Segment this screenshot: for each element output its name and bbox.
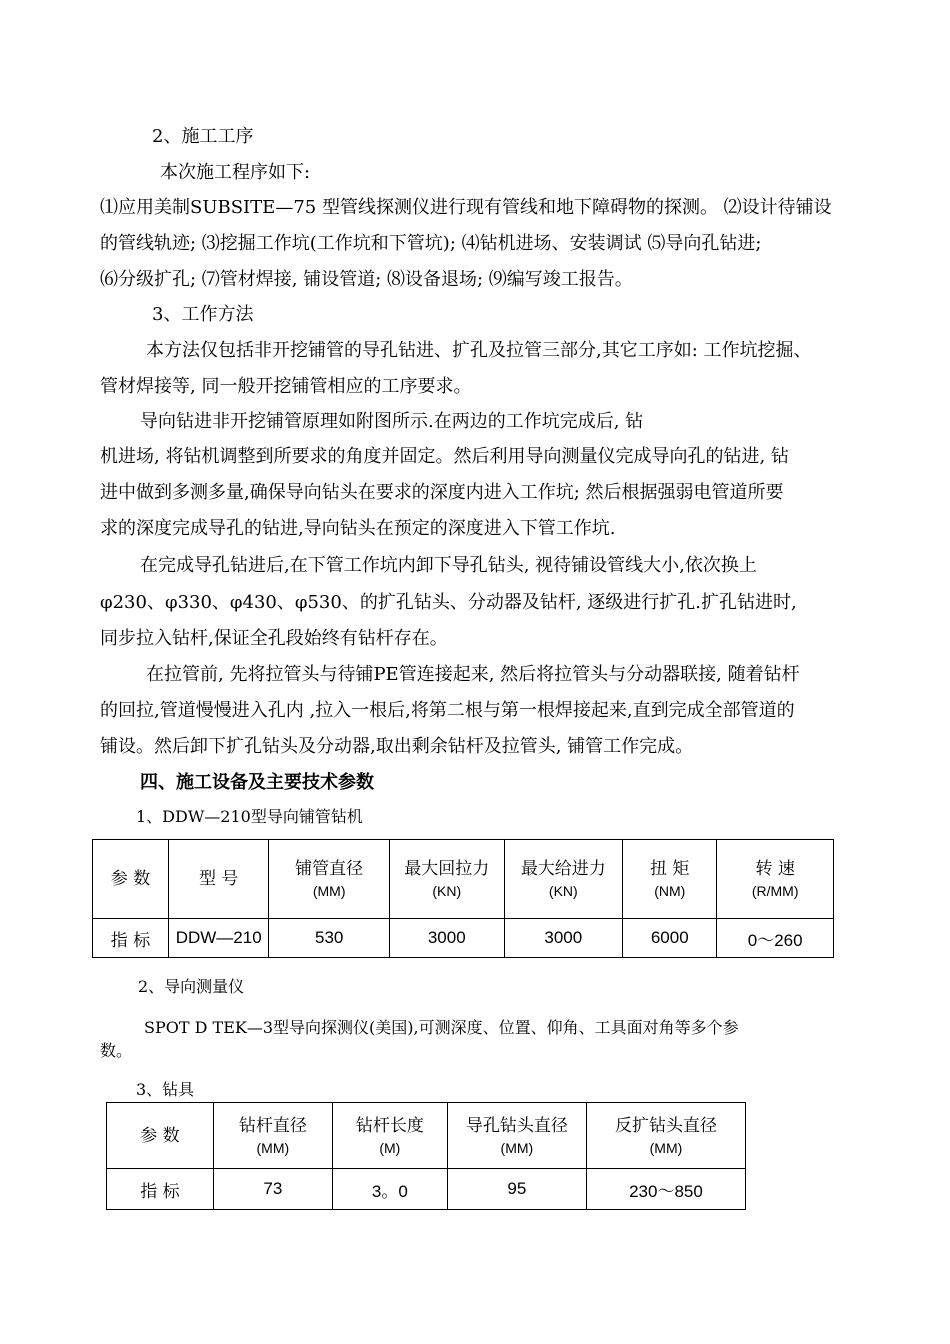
header-label: 反扩钻头直径	[614, 1115, 717, 1136]
table-header-row	[93, 840, 834, 919]
procedure-line-3: ⑹分级扩孔; ⑺管材焊接, 铺设管道; ⑻设备退场; ⑼编写竣工报告。	[100, 269, 633, 290]
header-unit: (KN)	[548, 883, 578, 899]
header-unit: (MM)	[312, 883, 346, 899]
header-label: 钻杆长度	[355, 1115, 424, 1136]
table-cell: 0～260	[717, 919, 834, 958]
guidance-text-line2: 数。	[100, 1041, 133, 1060]
section-2-intro: 本次施工程序如下:	[160, 162, 311, 183]
method-para4-line1: 在拉管前, 先将拉管头与待铺PE管连接起来, 然后将拉管头与分动器联接, 随着钻杆	[146, 664, 800, 685]
header-cell	[586, 1103, 745, 1169]
header-unit: (MM)	[256, 1139, 290, 1156]
header-cell	[504, 840, 623, 919]
table-cell: 6000	[623, 919, 717, 958]
header-label: 转 速	[755, 859, 795, 879]
method-para2-line4: 求的深度完成导孔的钻进,导向钻头在预定的深度进入下管工作坑.	[100, 518, 616, 539]
header-unit: (MM)	[500, 1139, 534, 1156]
drill-tools-spec-table	[106, 1102, 746, 1210]
section-3-heading: 3、工作方法	[152, 304, 254, 325]
table-cell: 3。0	[332, 1169, 447, 1210]
header-label: 导孔钻头直径	[465, 1115, 568, 1136]
method-para3-line3: 同步拉入钻杆,保证全孔段始终有钻杆存在。	[100, 628, 448, 649]
header-label: 扭 矩	[650, 859, 690, 879]
table-cell: 指 标	[107, 1169, 214, 1210]
table-cell: 73	[213, 1169, 332, 1210]
header-unit: (NM)	[654, 883, 686, 899]
table-header-row	[107, 1103, 746, 1169]
procedure-line-2: 的管线轨迹; ⑶挖掘工作坑(工作坑和下管坑); ⑷钻机进场、安装调试 ⑸导向孔钻进;	[100, 233, 762, 254]
header-cell	[107, 1103, 214, 1169]
header-cell	[93, 840, 169, 919]
guidance-subheading: 2、导向测量仪	[138, 977, 245, 996]
header-cell	[623, 840, 717, 919]
method-para4-line3: 铺设。然后卸下扩孔钻头及分动器,取出剩余钻杆及拉管头, 铺管工作完成。	[100, 736, 694, 757]
header-label: 铺管直径	[295, 859, 364, 879]
header-cell	[213, 1103, 332, 1169]
method-para1-line1: 本方法仅包括非开挖铺管的导孔钻进、扩孔及拉管三部分,其它工序如: 工作坑挖掘、	[146, 340, 812, 361]
table-row	[107, 1169, 746, 1210]
method-para4-line2: 的回拉,管道慢慢进入孔内 ,拉入一根后,将第二根与第一根焊接起来,直到完成全部管道的	[100, 700, 795, 721]
header-label: 参 数	[110, 869, 151, 889]
section-4-heading: 四、施工设备及主要技术参数	[140, 772, 374, 793]
table-cell: 230～850	[586, 1169, 745, 1210]
method-para2-line3: 进中做到多测多量,确保导向钻头在要求的深度内进入工作坑; 然后根据强弱电管道所要	[100, 482, 784, 503]
drill-rig-subheading: 1、DDW—210型导向铺管钻机	[136, 807, 363, 826]
procedure-line-1: ⑴应用美制SUBSITE—75 型管线探测仪进行现有管线和地下障碍物的探测。 ⑵设计待铺设	[100, 197, 832, 218]
guidance-text-line1: SPOT D TEK—3型导向探测仪(美国),可测深度、位置、仰角、工具面对角等多个参	[144, 1018, 739, 1037]
header-unit: (R/MM)	[751, 883, 799, 899]
header-label: 最大给进力	[520, 859, 606, 879]
table-row	[93, 919, 834, 958]
header-cell	[389, 840, 504, 919]
table-cell: 3000	[389, 919, 504, 958]
header-cell	[447, 1103, 586, 1169]
header-unit: (MM)	[649, 1139, 683, 1156]
method-para3-line2: φ230、φ330、φ430、φ530、的扩孔钻头、分动器及钻杆, 逐级进行扩孔.扩孔钻进时,	[100, 592, 797, 613]
header-unit: (KN)	[432, 883, 462, 899]
section-2-heading: 2、施工工序	[152, 126, 254, 147]
header-unit: (M)	[379, 1139, 401, 1156]
method-para1-line2: 管材焊接等, 同一般开挖铺管相应的工序要求。	[100, 376, 472, 397]
table-cell: 530	[269, 919, 390, 958]
header-cell	[717, 840, 834, 919]
method-para2-line2: 机进场, 将钻机调整到所要求的角度并固定。然后利用导向测量仪完成导向孔的钻进, 钻	[100, 446, 789, 467]
table-cell: 95	[447, 1169, 586, 1210]
method-para3-line1: 在完成导孔钻进后,在下管工作坑内卸下导孔钻头, 视待铺设管线大小,依次换上	[140, 555, 757, 576]
drill-tools-subheading: 3、钻具	[136, 1080, 195, 1099]
table-cell: 3000	[504, 919, 623, 958]
header-label: 钻杆直径	[238, 1115, 307, 1136]
table-cell: DDW—210	[169, 919, 269, 958]
header-cell	[269, 840, 390, 919]
header-cell	[169, 840, 269, 919]
drill-rig-spec-table	[92, 839, 834, 958]
header-cell	[332, 1103, 447, 1169]
header-label: 参 数	[140, 1125, 180, 1146]
header-label: 型 号	[198, 869, 239, 889]
table-cell: 指 标	[93, 919, 169, 958]
method-para2-line1: 导向钻进非开挖铺管原理如附图所示.在两边的工作坑完成后, 钻	[140, 411, 644, 432]
header-label: 最大回拉力	[404, 859, 490, 879]
